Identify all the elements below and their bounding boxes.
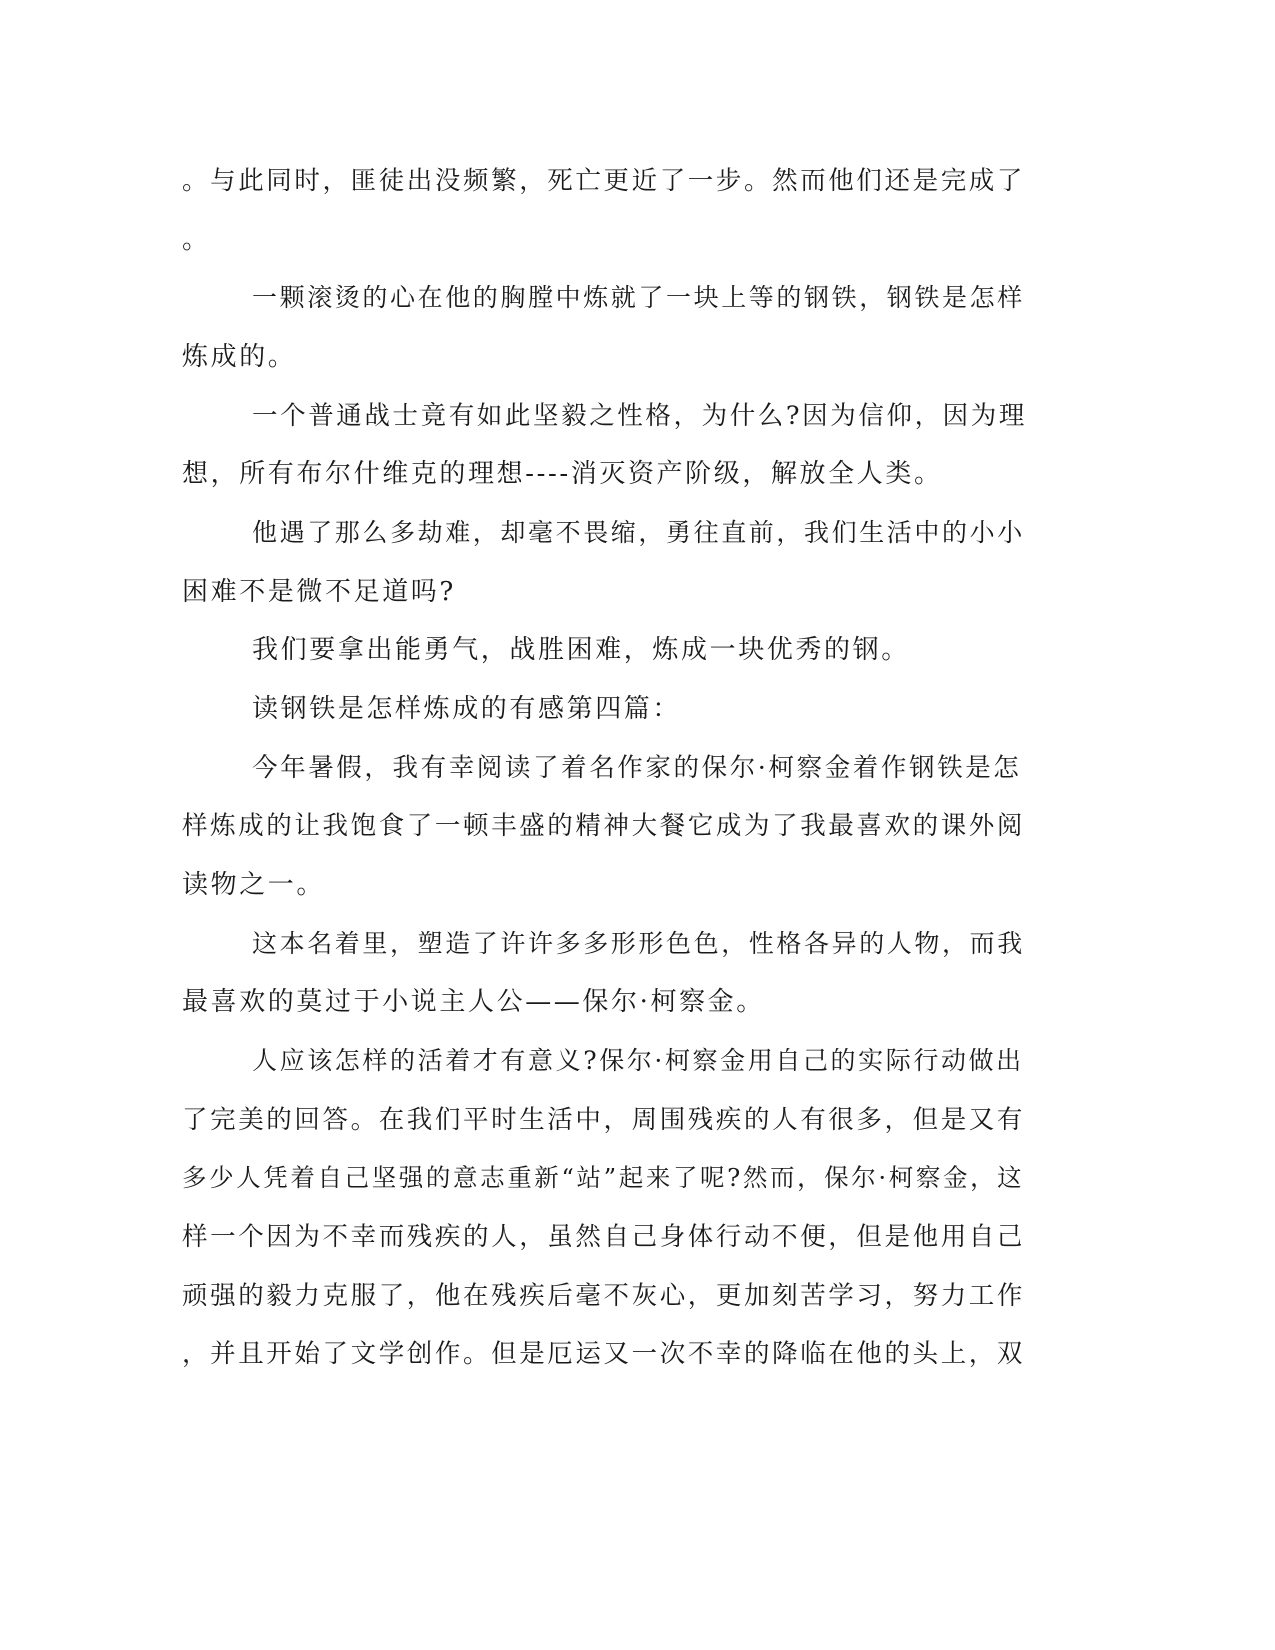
paragraph-start: 我们要拿出能勇气，战胜困难，炼成一块优秀的钢。 [252, 635, 910, 665]
text-line: 炼成的。 [182, 342, 297, 372]
text-line: ，并且开始了文学创作。但是厄运又一次不幸的降临在他的头上，双 [182, 1339, 1026, 1369]
text-line: 最喜欢的莫过于小说主人公——保尔·柯察金。 [182, 987, 765, 1017]
text-line: 样一个因为不幸而残疾的人，虽然自己身体行动不便，但是他用自己 [182, 1222, 1026, 1252]
paragraph-start: 他遇了那么多劫难，却毫不畏缩，勇往直前，我们生活中的小小 [252, 518, 1025, 547]
text-line: 想，所有布尔什维克的理想----消灭资产阶级，解放全人类。 [182, 459, 943, 489]
text-line: 。与此同时，匪徒出没频繁，死亡更近了一步。然而他们还是完成了 [182, 166, 1026, 196]
text-line: 。 [182, 225, 211, 255]
paragraph-start: 一颗滚烫的心在他的胸膛中炼就了一块上等的钢铁，钢铁是怎样 [252, 283, 1025, 312]
paragraph-start: 人应该怎样的活着才有意义?保尔·柯察金用自己的实际行动做出 [252, 1046, 1024, 1075]
text-line: 困难不是微不足道吗? [182, 577, 456, 607]
text-line: 了完美的回答。在我们平时生活中，周围残疾的人有很多，但是又有 [182, 1105, 1026, 1135]
text-line: 样炼成的让我饱食了一顿丰盛的精神大餐它成为了我最喜欢的课外阅 [182, 811, 1026, 841]
text-line: 顽强的毅力克服了，他在残疾后毫不灰心，更加刻苦学习，努力工作 [182, 1281, 1026, 1311]
section-heading: 读钢铁是怎样炼成的有感第四篇： [252, 694, 682, 724]
text-line: 读物之一。 [182, 870, 326, 900]
paragraph-start: 一个普通战士竟有如此坚毅之性格，为什么?因为信仰，因为理 [252, 401, 1027, 431]
paragraph-start: 这本名着里，塑造了许许多多形形色色，性格各异的人物，而我 [252, 929, 1025, 958]
paragraph-start: 今年暑假，我有幸阅读了着名作家的保尔·柯察金着作钢铁是怎 [252, 753, 1022, 783]
text-line: 多少人凭着自己坚强的意志重新“站”起来了呢?然而，保尔·柯察金，这 [182, 1163, 1025, 1192]
